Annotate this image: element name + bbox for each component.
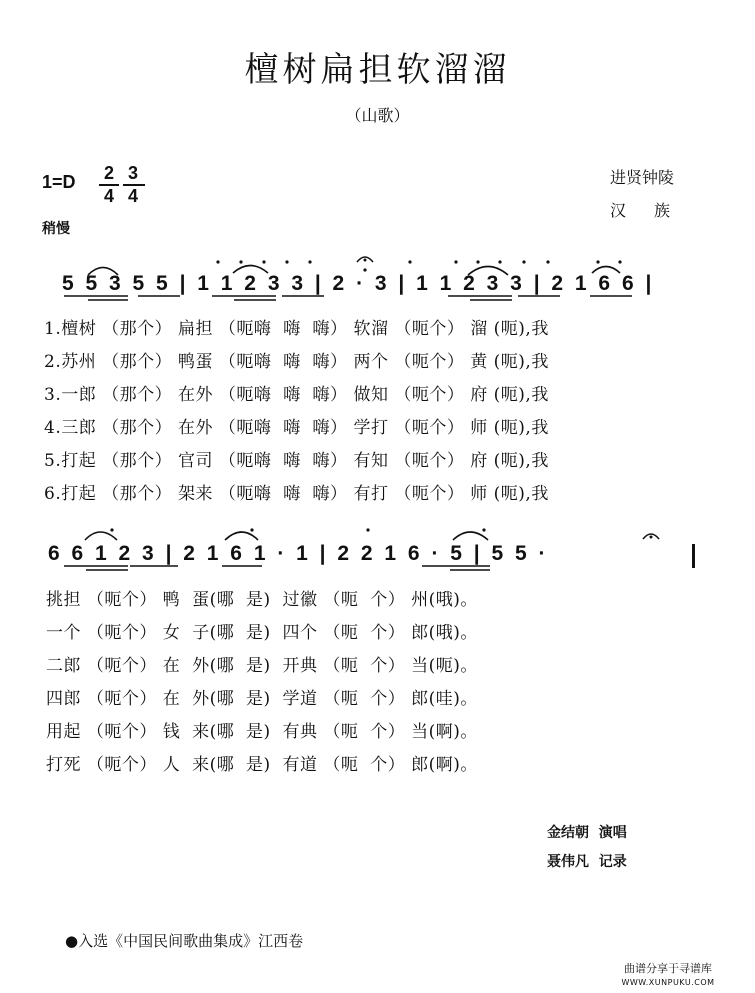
octave-dot — [408, 260, 411, 263]
fermata-dot — [650, 536, 653, 539]
source-note: ●入选《中国民间歌曲集成》江西卷 — [65, 932, 304, 950]
verse-line: 4.三郎 （那个） 在外 （呃嗨 嗨 嗨） 学打 （呃个） 师 (呃),我 — [44, 418, 549, 438]
song-title: 檀树扁担软溜溜 — [244, 50, 511, 90]
fermata-dot — [364, 259, 367, 262]
time-sig-1-top: 2 — [103, 163, 114, 183]
octave-dot — [522, 260, 525, 263]
credit-recorder — [547, 851, 627, 871]
octave-dot — [239, 260, 242, 263]
credit-role: 演唱 — [598, 825, 627, 841]
octave-dot — [618, 260, 621, 263]
verse-line: 四郎 （呃个） 在 外(哪 是) 学道 （呃 个） 郎(哇)。 — [46, 689, 478, 709]
octave-dot — [250, 528, 253, 531]
octave-dot — [366, 528, 369, 531]
octave-dot — [110, 528, 113, 531]
watermark-url: WWW.XUNPUKU.COM — [621, 978, 715, 987]
slur-mark — [85, 532, 117, 540]
verse-line: 2.苏州 （那个） 鸭蛋 （呃嗨 嗨 嗨） 两个 （呃个） 黄 (呃),我 — [44, 352, 549, 372]
octave-dot — [546, 260, 549, 263]
tempo-marking: 稍慢 — [42, 221, 70, 237]
time-sig-2-bottom: 4 — [127, 186, 138, 206]
final-barline — [692, 544, 695, 568]
octave-dot — [454, 260, 457, 263]
octave-dot — [216, 260, 219, 263]
octave-dot — [498, 260, 501, 263]
octave-dot — [476, 260, 479, 263]
credit-role: 记录 — [598, 854, 627, 870]
key-signature: 1=D — [42, 172, 76, 192]
verse-line: 6.打起 （那个） 架来 （呃嗨 嗨 嗨） 有打 （呃个） 师 (呃),我 — [44, 484, 549, 504]
verse-line: 用起 （呃个） 钱 来(哪 是) 有典 （呃 个） 当(啊)。 — [46, 722, 478, 742]
verse-line: 一个 （呃个） 女 子(哪 是) 四个 （呃 个） 郎(哦)。 — [46, 623, 478, 643]
verse-line: 1.檀树 （那个） 扁担 （呃嗨 嗨 嗨） 软溜 （呃个） 溜 (呃),我 — [44, 319, 549, 339]
verse-line: 二郎 （呃个） 在 外(哪 是) 开典 （呃 个） 当(呃)。 — [46, 656, 478, 676]
octave-dot — [596, 260, 599, 263]
notation-line-2: 6 6 1 2 3 | 2 1 6 1 · 1 | 2 2 1 6 · 5 | 5 5 · — [48, 542, 549, 565]
octave-dot — [285, 260, 288, 263]
credit-name: 金结朝 — [547, 825, 589, 841]
slur-mark — [453, 532, 488, 540]
credit-singer — [547, 822, 627, 842]
verse-line: 5.打起 （那个） 官司 （呃嗨 嗨 嗨） 有知 （呃个） 府 (呃),我 — [44, 451, 549, 471]
notation-line-1: 5 5 3 5 5 | 1 1 2 3 3 | 2 · 3 | 1 1 2 3 3 | 2 1 6 6 | — [62, 272, 655, 295]
time-sig-1-bottom: 4 — [103, 186, 114, 206]
watermark-text: 曲谱分享于寻谱库 — [624, 962, 712, 975]
ethnicity: 汉族 — [610, 201, 699, 220]
slur-mark — [225, 532, 258, 540]
origin-place: 进贤钟陵 — [610, 168, 675, 187]
verse-line: 3.一郎 （那个） 在外 （呃嗨 嗨 嗨） 做知 （呃个） 府 (呃),我 — [44, 385, 549, 405]
song-genre: （山歌） — [345, 106, 410, 125]
verse-line: 挑担 （呃个） 鸭 蛋(哪 是) 过徽 （呃 个） 州(哦)。 — [46, 590, 478, 610]
octave-dot — [482, 528, 485, 531]
octave-dot — [262, 260, 265, 263]
verse-line: 打死 （呃个） 人 来(哪 是) 有道 （呃 个） 郎(啊)。 — [46, 755, 478, 775]
octave-dot — [308, 260, 311, 263]
time-sig-2-top: 3 — [127, 163, 138, 183]
site-watermark — [598, 962, 738, 990]
credit-name: 聂伟凡 — [547, 854, 589, 870]
